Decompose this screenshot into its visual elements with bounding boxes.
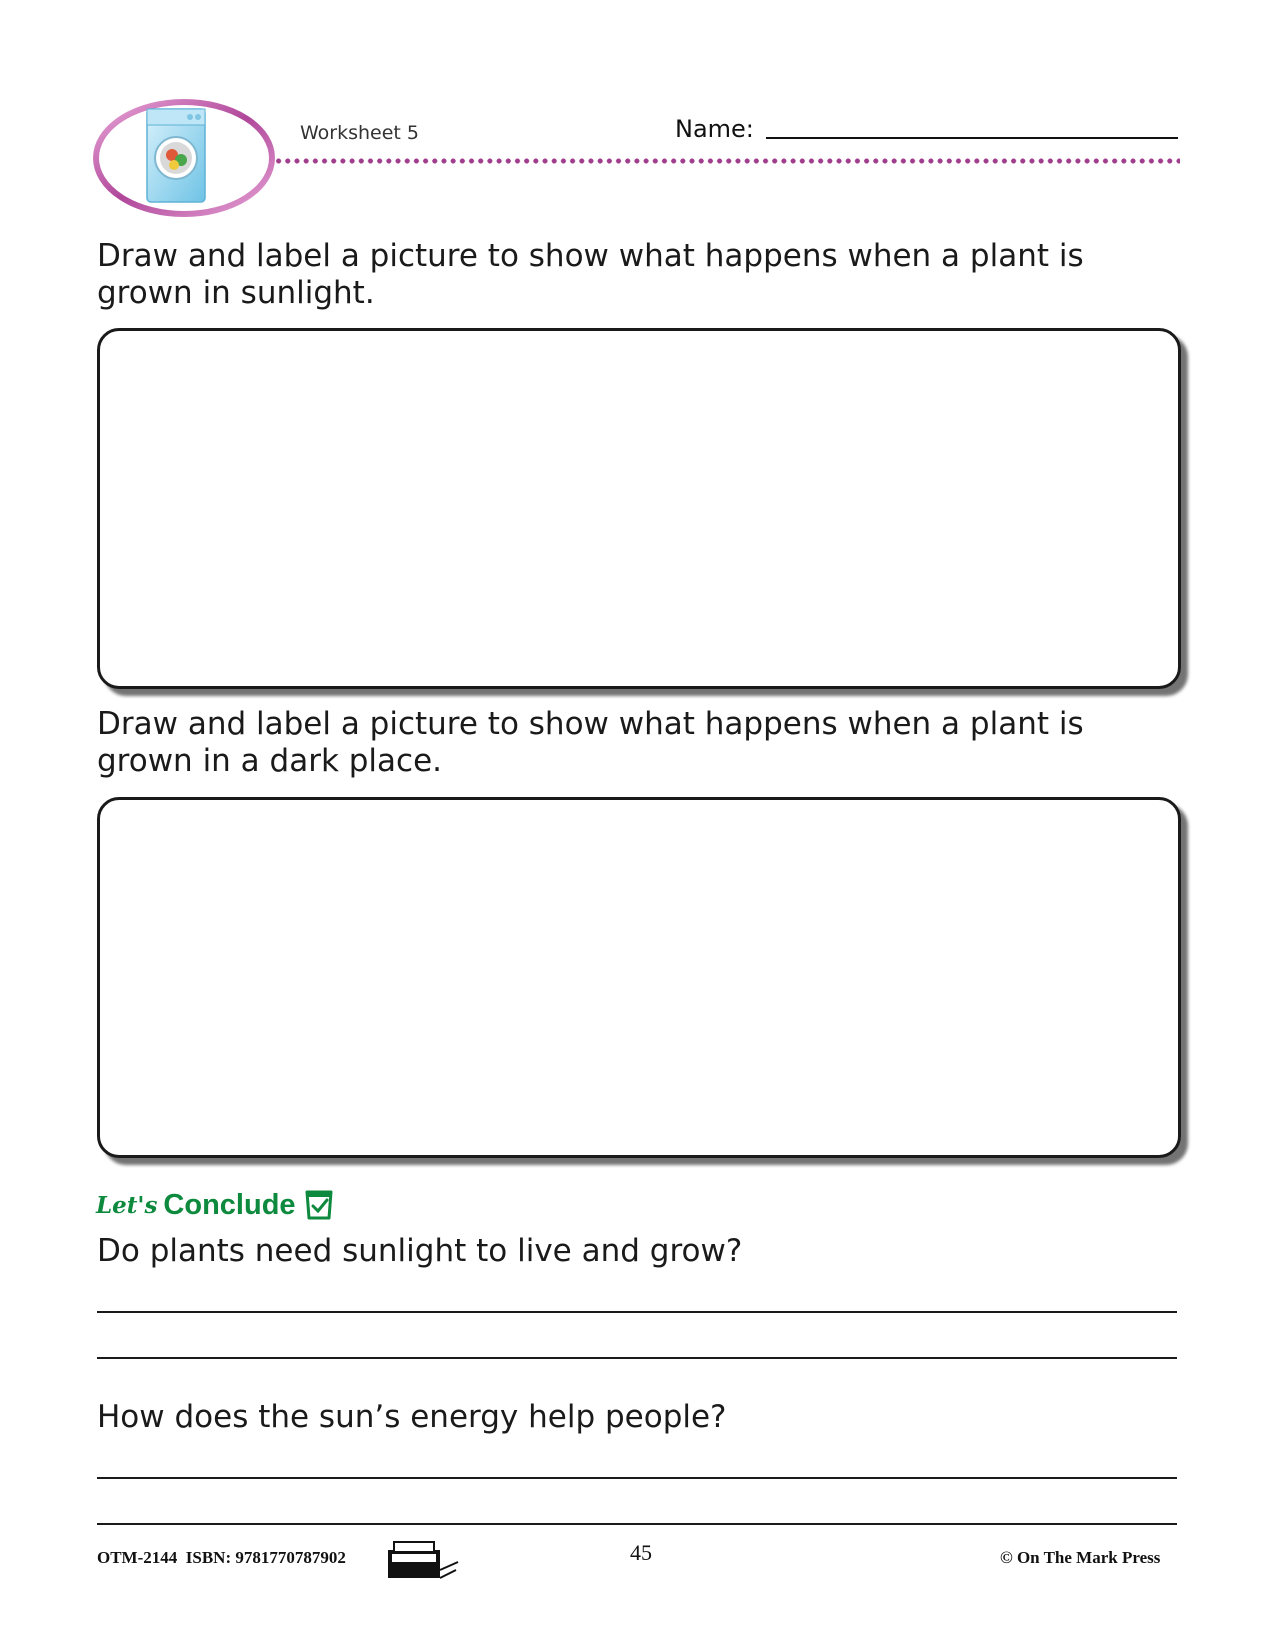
washing-machine-logo-icon xyxy=(92,96,278,220)
lets-conclude-heading xyxy=(96,1187,336,1223)
question-sunlight: Do plants need sunlight to live and grow? xyxy=(97,1233,743,1269)
answer-line[interactable] xyxy=(97,1477,1177,1479)
answer-line[interactable] xyxy=(97,1523,1177,1525)
drawing-box-sunlight[interactable] xyxy=(97,328,1181,689)
answer-line[interactable] xyxy=(97,1311,1177,1313)
worksheet-label: Worksheet 5 xyxy=(300,122,420,144)
drawing-box-dark-place[interactable] xyxy=(97,797,1181,1158)
name-label: Name: xyxy=(675,115,754,143)
question-sun-energy: How does the sun’s energy help people? xyxy=(97,1399,727,1435)
printer-icon xyxy=(386,1540,460,1580)
answer-line[interactable] xyxy=(97,1357,1177,1359)
footer-isbn: OTM-2144 ISBN: 9781770787902 xyxy=(97,1548,346,1567)
dotted-divider xyxy=(274,158,1180,164)
prompt-dark-place: Draw and label a picture to show what happens when a plant is grown in a dark place. xyxy=(97,706,1084,779)
conclude-heading-word: Conclude xyxy=(163,1188,296,1221)
checklist-icon xyxy=(302,1188,336,1222)
name-field[interactable] xyxy=(766,137,1178,139)
page-number: 45 xyxy=(630,1540,652,1565)
footer-publisher: © On The Mark Press xyxy=(1000,1548,1161,1567)
conclude-heading-lets: Let's xyxy=(96,1191,158,1219)
prompt-sunlight: Draw and label a picture to show what happens when a plant is grown in sunlight. xyxy=(97,238,1084,311)
